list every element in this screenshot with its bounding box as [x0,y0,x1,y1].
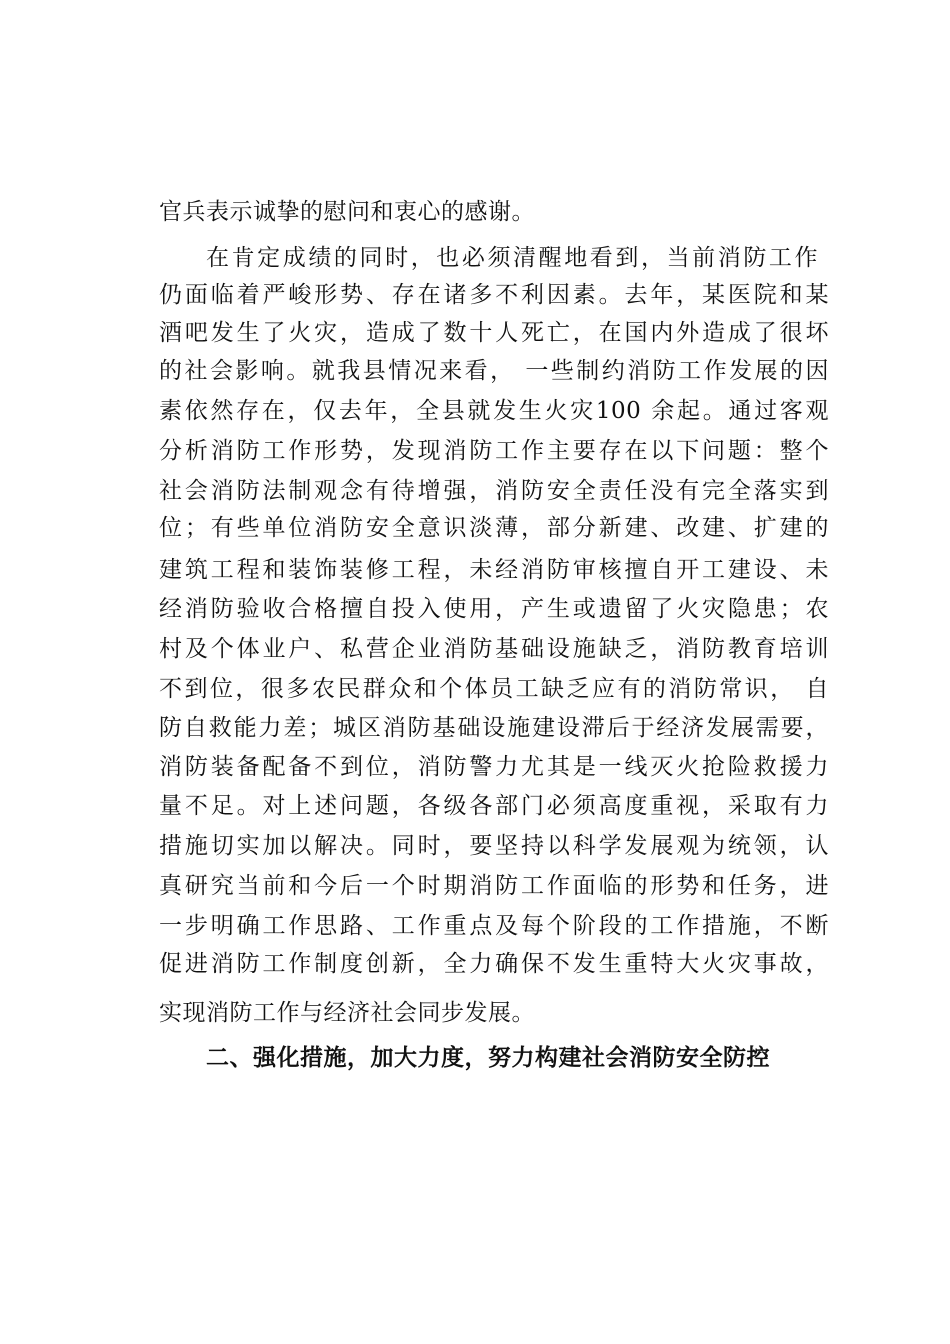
text-line: 的社会影响。就我县情况来看， 一些制约消防工作发展的因 [159,358,829,384]
text-line: 真研究当前和今后一个时期消防工作面临的形势和任务，进 [159,873,829,899]
text-line: 分析消防工作形势，发现消防工作主要存在以下问题：整个 [159,438,829,464]
text-line: 防自救能力差；城区消防基础设施建设滞后于经济发展需要， [159,715,829,741]
text-line: 在肯定成绩的同时，也必须清醒地看到，当前消防工作 [206,245,818,271]
text-line: 酒吧发生了火灾，造成了数十人死亡，在国内外造成了很坏 [159,320,829,346]
text-line: 实现消防工作与经济社会同步发展。 [159,1000,535,1026]
text-line: 位；有些单位消防安全意识淡薄，部分新建、改建、扩建的 [159,515,829,541]
text-line: 消防装备配备不到位，消防警力尤其是一线灭火抢险救援力 [159,754,829,780]
text-line: 促进消防工作制度创新，全力确保不发生重特大火灾事故， [159,951,829,977]
text-line: 措施切实加以解决。同时，要坚持以科学发展观为统领，认 [159,833,829,859]
text-line: 建筑工程和装饰装修工程，未经消防审核擅自开工建设、未 [159,557,829,583]
text-line: 量不足。对上述问题，各级各部门必须高度重视，采取有力 [159,793,829,819]
text-line: 村及个体业户、私营企业消防基础设施缺乏，消防教育培训 [159,636,829,662]
text-line: 仍面临着严峻形势、存在诸多不利因素。去年，某医院和某 [159,282,829,308]
text-line: 一步明确工作思路、工作重点及每个阶段的工作措施，不断 [159,913,829,939]
text-line: 不到位，很多农民群众和个体员工缺乏应有的消防常识， 自 [159,676,829,702]
section-heading: 二、强化措施，加大力度，努力构建社会消防安全防控 [206,1045,770,1071]
text-line: 经消防验收合格擅自投入使用，产生或遗留了火灾隐患；农 [159,596,829,622]
text-line: 社会消防法制观念有待增强，消防安全责任没有完全落实到 [159,478,829,504]
text-line: 素依然存在，仅去年，全县就发生火灾100 余起。通过客观 [159,398,829,424]
text-line: 官兵表示诚挚的慰问和衷心的感谢。 [159,199,535,225]
